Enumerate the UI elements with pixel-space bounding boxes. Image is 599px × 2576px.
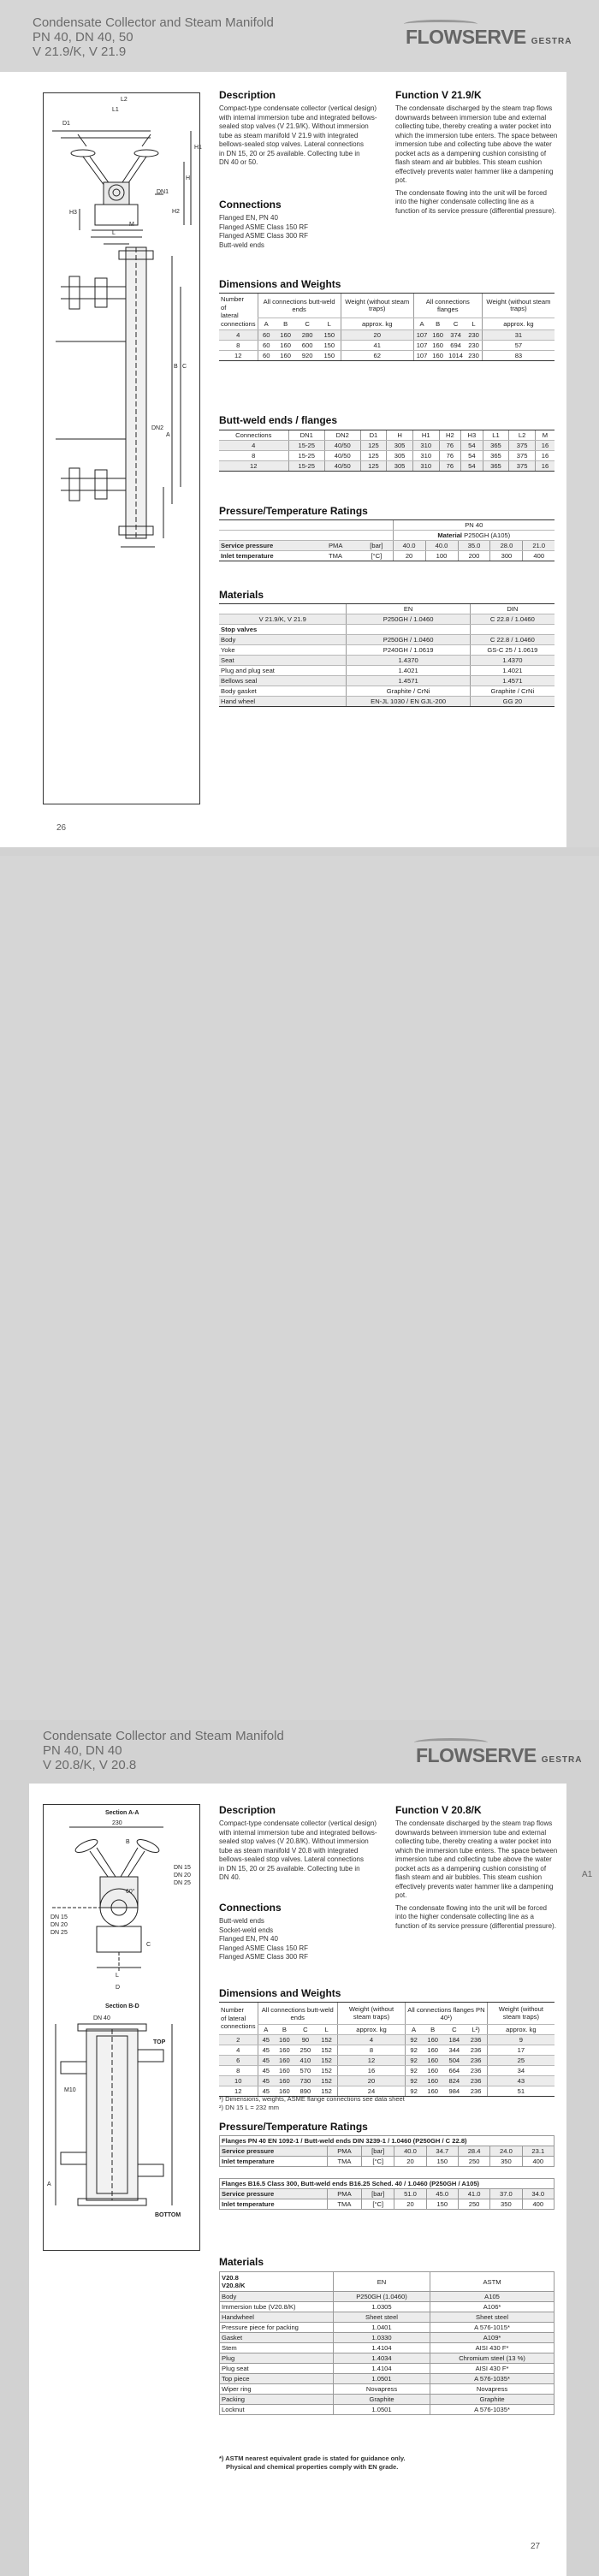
table-row: 8 45 160 570 152 16 92 160 664 236 34: [219, 2066, 555, 2076]
table-row: 6 45 160 410 152 12 92 160 504 236 25: [219, 2056, 555, 2066]
table-row: Bellows seal 1.4571 1.4571: [219, 676, 555, 686]
function-text: The condensate discharged by the steam trap flows downwards between immersion tube and external collecting tube, thereby creating a water pocket into which the immersion tube enters. The space between immersion tube and collecting tube above the water pocket acts as a dampening cushion consisting of flash steam and air bubbles. This steam cushion effectively prevents water hammer like a dampening pot. The condensate flowing into the unit will be forced into the higher condensate collecting line as a function of its service pressure (differential pressure).: [395, 1819, 558, 1930]
page-number: 26: [56, 823, 67, 833]
dimensions-footnotes: ¹) Dimensions, weights, ASME flange connections see data sheet ²) DN 15 L = 232 mm: [219, 2095, 405, 2111]
table-row: Body P250GH / 1.0460 C 22.8 / 1.0460: [219, 635, 555, 645]
dimensions-table: Number of lateral connections All connections butt-weld ends Weight (without steam traps) All connections flanges Weight (without steam traps) A B C L approx. kg A B C L approx. kg 4 60 160 280 150 20 107 160 374 230 31 8 60 160 600 150 41 107 160 694 230 57 12 60 160 920 150 62 107 160 1014 230 83: [219, 293, 555, 361]
table-row: 8 60 160 600 150 41 107 160 694 230 57: [219, 341, 555, 351]
table-row: Seat 1.4370 1.4370: [219, 656, 555, 666]
flowserve-logo: FLOWSERVE GESTRA: [416, 1744, 582, 1767]
pt-table: PN 40 Material P250GH (A105) Service pressure PMA [bar] 40.0 40.0 35.0 28.0 21.0 Inlet temperature TMA [°C] 20 100 200 300 400: [219, 519, 555, 561]
table-row: Service pressure PMA [bar] 40.0 40.0 35.0 28.0 21.0: [219, 541, 555, 551]
drawing-frame: [43, 92, 200, 804]
logo-swoosh-icon: [414, 1738, 488, 1747]
table-row: Packing Graphite Graphite: [220, 2395, 555, 2405]
drawing-label-h3: H3: [69, 210, 77, 216]
drawing-label-l1: L1: [112, 107, 119, 113]
table-row: Body gasket Graphite / CrNi Graphite / CrNi: [219, 686, 555, 697]
table-row: Hand wheel EN-JL 1030 / EN GJL-200 GG 20: [219, 697, 555, 707]
drawing-label-c: C: [146, 1942, 151, 1948]
materials-table: V20.8 V20.8/K EN ASTM Body P250GH (1.0460) A105 Immersion tube (V20.8/K) 1.0305 A106* Handwheel Sheet steel Sheet steel Pressure piece for packing 1.0401 A 576-1015* Gasket 1.0330 A109* Stem 1.4104 AISI 430 F* Plug 1.4034 Chromium steel (13 %) Plug seat 1.4104 AISI 430 F* Top piece 1.0501 A 576-1035* Wiper ring Novapress Novapress Packing Graphite Graphite Locknut 1.0501 A 576-1035*: [219, 2271, 555, 2415]
table-row: 4 45 160 250 152 8 92 160 344 236 17: [219, 2045, 555, 2056]
table-row: Gasket 1.0330 A109*: [220, 2333, 555, 2343]
table-row: 12 15-25 40/50 125 305 310 76 54 365 375 16: [219, 461, 555, 472]
table-row: Stem 1.4104 AISI 430 F*: [220, 2343, 555, 2353]
drawing-label-bottom: BOTTOM: [155, 2212, 181, 2218]
table-row: Body P250GH (1.0460) A105: [220, 2292, 555, 2302]
materials-title: Materials: [219, 589, 264, 601]
drawing-label-dn40: DN 40: [93, 2015, 110, 2021]
drawing-label-d1: D1: [62, 121, 70, 127]
table-row: Stop valves: [219, 625, 555, 635]
table-row: Plug seat 1.4104 AISI 430 F*: [220, 2364, 555, 2374]
drawing-label-c: C: [182, 364, 187, 370]
page-26: [0, 0, 599, 847]
table-row: Service pressure PMA [bar] 40.0 34.7 28.4 24.0 23.1: [220, 2146, 555, 2157]
function-title: Function V 21.9/K: [395, 89, 482, 101]
connections-list: Flanged EN, PN 40 Flanged ASME Class 150 RF Flanged ASME Class 300 RF Butt-weld ends: [219, 214, 309, 249]
drawing-frame: [43, 1804, 200, 2251]
table-row: Immersion tube (V20.8/K) 1.0305 A106*: [220, 2302, 555, 2312]
section-tab: A1: [582, 1870, 593, 1879]
description-title: Description: [219, 1804, 276, 1816]
pt-title: Pressure/Temperature Ratings: [219, 2121, 368, 2133]
materials-title: Materials: [219, 2256, 264, 2268]
table-row: Inlet temperature TMA [°C] 20 150 250 350 400: [220, 2199, 555, 2210]
table-row: 10 45 160 730 152 20 92 160 824 236 43: [219, 2076, 555, 2086]
table-row: Locknut 1.0501 A 576-1035*: [220, 2405, 555, 2415]
description-title: Description: [219, 89, 276, 101]
page-title: Condensate Collector and Steam Manifold PN 40, DN 40, 50 V 21.9/K, V 21.9: [33, 15, 274, 59]
drawing-label-dn20-left: DN 20: [50, 1922, 68, 1928]
function-text: The condensate discharged by the steam trap flows downwards between immersion tube and external collecting tube, thereby creating a water pocket into which the immersion tube enters. The space between immersion tube and collecting tube above the water pocket acts as a dampening cushion consisting of flash steam and air bubbles. This steam cushion effectively prevents water hammer like a dampening pot. The condensate flowing into the unit will be forced into the higher condensate collecting line as a function of its service pressure (differential pressure).: [395, 104, 558, 215]
description-text: Compact-type condensate collector (vertical design) with internal immersion tube and integrated bellows- sealed stop valves (V 21.9/K). Without immersion tube as steam manifold V 21.9 with integrated bellows-sealed stop valves. Lateral connections in DN 15, 20 or 25 available. Collecting tube in DN 40 or 50.: [219, 104, 377, 166]
pt-table-asme: Flanges B16.5 Class 300, Butt-weld ends B16.25 Sched. 40 / 1.0460 (P250GH / A105) Service pressure PMA [bar] 51.0 45.0 41.0 37.0 34.0 Inlet temperature TMA [°C] 20 150 250 350 400: [219, 2178, 555, 2210]
drawing-label-h1: H1: [194, 145, 202, 151]
page-title: Condensate Collector and Steam Manifold PN 40, DN 40 V 20.8/K, V 20.8: [43, 1729, 284, 1772]
dimensions-table: Number of lateral connections All connections butt-weld ends Weight (without steam traps) All connections flanges PN 40¹) Weight (without steam traps) A B C L approx. kg A B C L²) approx. kg 2 45 160 90 152 4 92 160 184 236 9 4 45 160 250 152 8 92 160 344 236 17 6 45 160 410 152 12 92 160 504 236 25 8 45 160 570 152 16 92 160 664 236 34 10 45 160 730 152 20 92 160 824 236 43 12 45 160 890 152 24 92 160 984 236 51: [219, 2002, 555, 2097]
buttweld-table: Connections DN1 DN2 D1 H H1 H2 H3 L1 L2 M 4 15-25 40/50 125 305 310 76 54 365 375 16 8 15-25 40/50 125 305 310 76 54 365 375 16 12 15-25 40/50 125 305 310 76 54 365 375 16: [219, 430, 555, 472]
drawing-label-l: L: [112, 230, 116, 236]
drawing-label-230: 230: [112, 1820, 122, 1826]
table-row: Pressure piece for packing 1.0401 A 576-1015*: [220, 2323, 555, 2333]
connections-title: Connections: [219, 199, 282, 211]
collector-drawing: [44, 93, 201, 805]
materials-table: EN DIN V 21.9/K, V 21.9 P250GH / 1.0460 C 22.8 / 1.0460 Stop valves Body P250GH / 1.0460 C 22.8 / 1.0460 Yoke P240GH / 1.0619 GS-C 25 / 1.0619 Seat 1.4370 1.4370 Plug and plug seat 1.4021 1.4021 Bellows seal 1.4571 1.4571 Body gasket Graphite / CrNi Graphite / CrNi Hand wheel EN-JL 1030 / EN GJL-200 GG 20: [219, 603, 555, 707]
flowserve-logo: FLOWSERVE GESTRA: [406, 26, 572, 49]
dimensions-title: Dimensions and Weights: [219, 1987, 341, 1999]
drawing-label-top: TOP: [153, 2039, 166, 2045]
table-row: Top piece 1.0501 A 576-1035*: [220, 2374, 555, 2384]
drawing-label-b: B: [174, 364, 178, 370]
drawing-label-dn15-right: DN 15: [174, 1865, 191, 1871]
table-row: Yoke P240GH / 1.0619 GS-C 25 / 1.0619: [219, 645, 555, 656]
connections-list: Butt-weld ends Socket-weld ends Flanged EN, PN 40 Flanged ASME Class 150 RF Flanged ASME Class 300 RF: [219, 1917, 309, 1961]
table-row: Inlet temperature TMA [°C] 20 100 200 300 400: [219, 551, 555, 561]
drawing-label-d: D: [116, 1985, 121, 1991]
table-row: Plug 1.4034 Chromium steel (13 %): [220, 2353, 555, 2364]
drawing-label-m10: M10: [64, 2087, 76, 2093]
drawing-label-section-bd: Section B-D: [105, 2003, 139, 2009]
table-row: Handwheel Sheet steel Sheet steel: [220, 2312, 555, 2323]
drawing-label-m: M: [129, 222, 134, 228]
connections-title: Connections: [219, 1902, 282, 1914]
drawing-label-dn25-left: DN 25: [50, 1930, 68, 1936]
pt-title: Pressure/Temperature Ratings: [219, 505, 368, 517]
table-row: Wiper ring Novapress Novapress: [220, 2384, 555, 2395]
table-row: Inlet temperature TMA [°C] 20 150 250 350 400: [220, 2157, 555, 2167]
drawing-label-a: A: [166, 432, 170, 438]
function-title: Function V 20.8/K: [395, 1804, 482, 1816]
drawing-label-dn25-right: DN 25: [174, 1880, 191, 1886]
drawing-label-h: H: [186, 175, 191, 181]
table-row: Plug and plug seat 1.4021 1.4021: [219, 666, 555, 676]
table-row: Service pressure PMA [bar] 51.0 45.0 41.0 37.0 34.0: [220, 2189, 555, 2199]
drawing-label-h2: H2: [172, 209, 180, 215]
dimensions-title: Dimensions and Weights: [219, 278, 341, 290]
materials-footnote: *) ASTM nearest equivalent grade is stated for guidance only. Physical and chemical properties comply with EN grade.: [219, 2454, 406, 2471]
table-row: 12 45 160 890 152 24 92 160 984 236 51: [219, 2086, 555, 2097]
table-row: V 21.9/K, V 21.9 P250GH / 1.0460 C 22.8 / 1.0460: [219, 614, 555, 625]
table-row: 4 15-25 40/50 125 305 310 76 54 365 375 16: [219, 441, 555, 451]
drawing-label-dn15-left: DN 15: [50, 1914, 68, 1920]
table-row: 4 60 160 280 150 20 107 160 374 230 31: [219, 330, 555, 341]
table-row: 12 60 160 920 150 62 107 160 1014 230 83: [219, 351, 555, 361]
drawing-label-l: L: [116, 1973, 119, 1979]
drawing-label-dn20-right: DN 20: [174, 1873, 191, 1879]
drawing-label-dn1: DN1: [157, 189, 169, 195]
pt-table-en: Flanges PN 40 EN 1092-1 / Butt-weld ends DIN 3239-1 / 1.0460 (P250GH / C 22.8) Service pressure PMA [bar] 40.0 34.7 28.4 24.0 23.1 Inlet temperature TMA [°C] 20 150 250 350 400: [219, 2135, 555, 2167]
page-27: [0, 856, 599, 2551]
drawing-label-b: B: [126, 1839, 130, 1845]
drawing-label-l2: L2: [121, 97, 128, 103]
description-text: Compact-type condensate collector (vertical design) with internal immersion tube and integrated bellows- sealed stop valves (V 20.8/K). Without immersion tube as steam manifold V 20.8 with integrated bellows-sealed stop valves. Lateral connections in DN 15, 20 or 25 available. Collecting tube in DN 40.: [219, 1819, 377, 1881]
buttweld-title: Butt-weld ends / flanges: [219, 414, 338, 426]
table-row: 2 45 160 90 152 4 92 160 184 236 9: [219, 2035, 555, 2045]
table-row: 8 15-25 40/50 125 305 310 76 54 365 375 16: [219, 451, 555, 461]
logo-swoosh-icon: [404, 20, 477, 28]
page-number: 27: [531, 2542, 541, 2551]
drawing-label-angle: 60°: [126, 1889, 135, 1895]
drawing-label-section-aa: Section A-A: [105, 1810, 139, 1816]
drawing-label-dn2: DN2: [151, 425, 164, 431]
drawing-label-a: A: [47, 2181, 51, 2187]
